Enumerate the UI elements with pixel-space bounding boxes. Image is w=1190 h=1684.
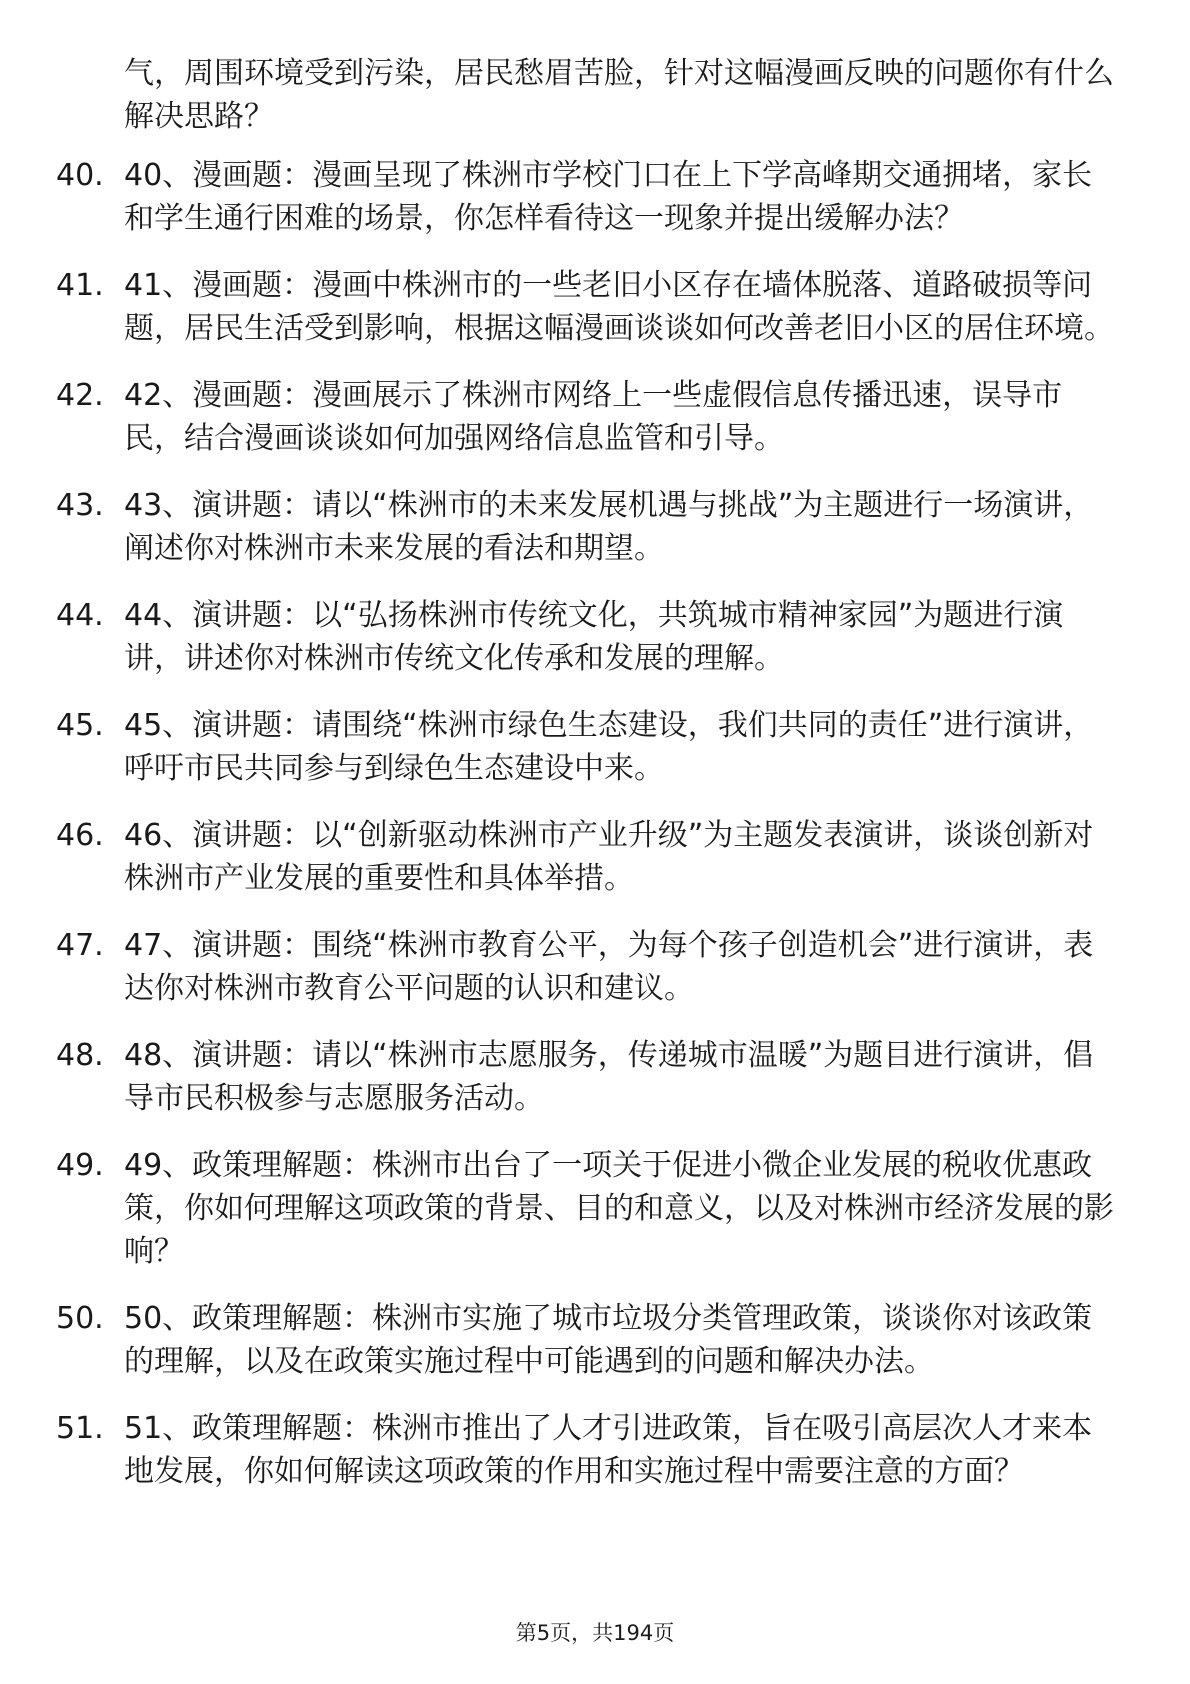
question-text: 43、演讲题：请以“株洲市的未来发展机遇与挑战”为主题进行一场演讲，阐述你对株洲市未来发展的看法和期望。 (124, 488, 1094, 566)
question-item (0, 484, 1114, 570)
question-number: 49. (56, 1148, 104, 1183)
question-item (0, 154, 1114, 240)
question-text: 41、漫画题：漫画中株洲市的一些老旧小区存在墙体脱落、道路破损等问题，居民生活受到影响，根据这幅漫画谈谈如何改善老旧小区的居住环境。 (124, 268, 1114, 346)
question-number: 48. (56, 1038, 104, 1073)
question-number: 45. (56, 708, 104, 743)
question-number: 42. (56, 378, 104, 413)
question-item (0, 264, 1114, 350)
question-text: 44、演讲题：以“弘扬株洲市传统文化，共筑城市精神家园”为题进行演讲，讲述你对株洲市传统文化传承和发展的理解。 (124, 598, 1064, 676)
page-number-footer: 第5页，共194页 (515, 1621, 675, 1645)
question-number: 41. (56, 268, 104, 303)
question-text: 50、政策理解题：株洲市实施了城市垃圾分类管理政策，谈谈你对该政策的理解，以及在政策实施过程中可能遇到的问题和解决办法。 (124, 1301, 1093, 1379)
question-list (0, 154, 1190, 1517)
question-item (0, 1034, 1114, 1120)
question-item (0, 704, 1114, 790)
question-text: 47、演讲题：围绕“株洲市教育公平，为每个孩子创造机会”进行演讲，表达你对株洲市教育公平问题的认识和建议。 (124, 928, 1094, 1006)
question-number: 47. (56, 928, 104, 963)
question-text: 45、演讲题：请围绕“株洲市绿色生态建设，我们共同的责任”进行演讲，呼吁市民共同参与到绿色生态建设中来。 (124, 708, 1094, 786)
question-item (0, 594, 1114, 680)
question-item (0, 1144, 1114, 1273)
question-text: 46、演讲题：以“创新驱动株洲市产业升级”为主题发表演讲，谈谈创新对株洲市产业发展的重要性和具体举措。 (124, 818, 1094, 896)
question-number: 44. (56, 598, 104, 633)
question-item (0, 1407, 1114, 1493)
question-item (0, 814, 1114, 900)
question-item (0, 924, 1114, 1010)
question-number: 40. (56, 158, 104, 193)
question-text: 49、政策理解题：株洲市出台了一项关于促进小微企业发展的税收优惠政策，你如何理解这项政策的背景、目的和意义，以及对株洲市经济发展的影响？ (124, 1148, 1114, 1269)
question-text: 48、演讲题：请以“株洲市志愿服务，传递城市温暖”为题目进行演讲，倡导市民积极参与志愿服务活动。 (124, 1038, 1094, 1116)
question-text: 51、政策理解题：株洲市推出了人才引进政策，旨在吸引高层次人才来本地发展，你如何解读这项政策的作用和实施过程中需要注意的方面？ (124, 1411, 1093, 1489)
question-text: 40、漫画题：漫画呈现了株洲市学校门口在上下学高峰期交通拥堵，家长和学生通行困难的场景，你怎样看待这一现象并提出缓解办法？ (124, 158, 1093, 236)
continued-question-text: 气，周围环境受到污染，居民愁眉苦脸，针对这幅漫画反映的问题你有什么解决思路？ (124, 56, 1114, 134)
question-number: 51. (56, 1411, 104, 1446)
question-number: 50. (56, 1301, 104, 1336)
question-item (0, 1297, 1114, 1383)
question-number: 43. (56, 488, 104, 523)
question-text: 42、漫画题：漫画展示了株洲市网络上一些虚假信息传播迅速，误导市民，结合漫画谈谈如何加强网络信息监管和引导。 (124, 378, 1063, 456)
question-number: 46. (56, 818, 104, 853)
question-item (0, 374, 1114, 460)
